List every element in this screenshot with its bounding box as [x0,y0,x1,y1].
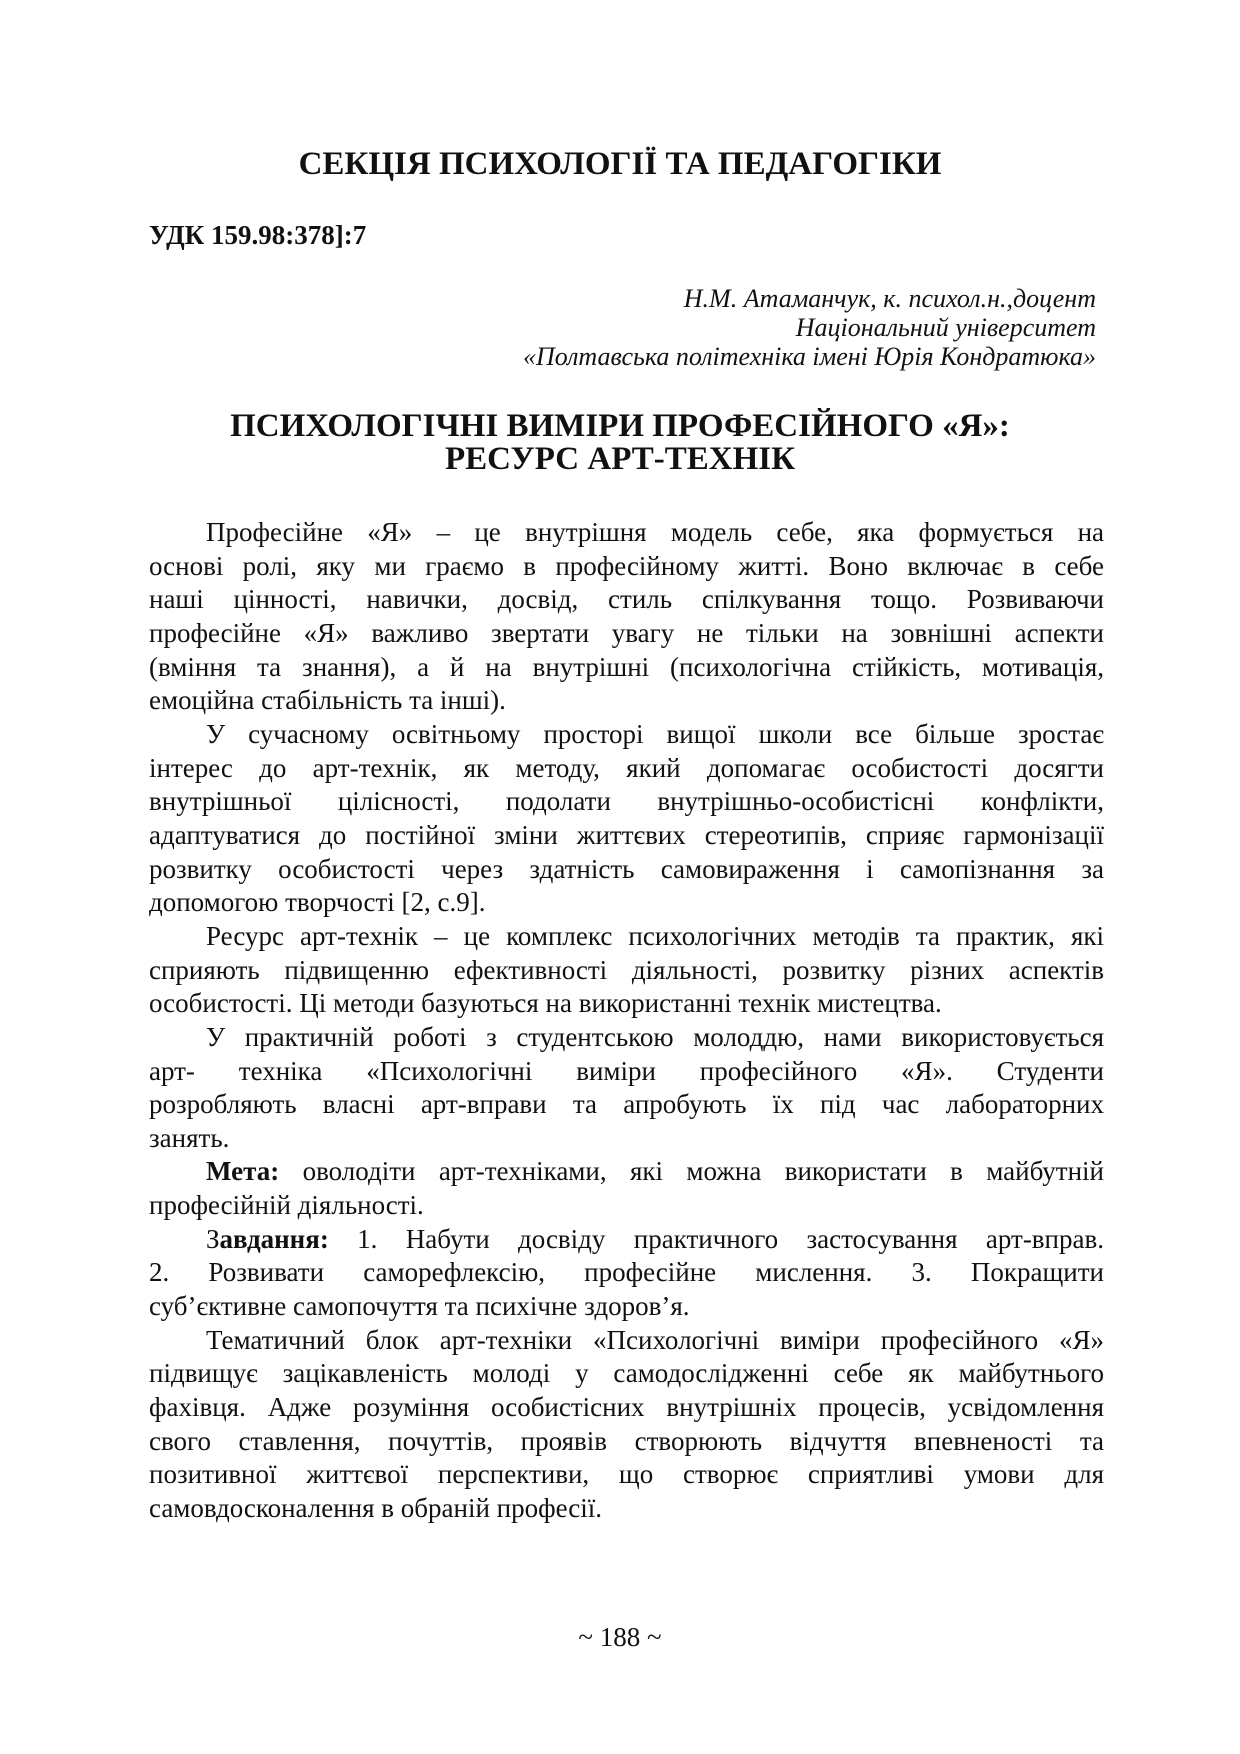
title-line: РЕСУРС АРТ-ТЕХНІК [444,441,796,477]
author-affiliation: «Полтавська політехніка імені Юрія Кондратюка» [522,342,1096,371]
body-line: наші цінності, навички, досвід, стиль спілкування тощо. Розвиваючи [149,584,1104,615]
udk-code: УДК 159.98:378]:7 [149,220,367,250]
body-line: розвитку особистості через здатність самовираження і самопізнання за [149,853,1104,884]
body-line: основі ролі, яку ми граємо в професійному житті. Воно включає в себе [149,550,1104,581]
body-line: свого ставлення, почуттів, проявів створюють відчуття впевненості та [149,1425,1104,1456]
body-line: сприяють підвищенню ефективності діяльності, розвитку різних аспектів [149,954,1104,985]
body-line: У практичній роботі з студентською молоддю, нами використовується [206,1021,1104,1052]
title-line: ПСИХОЛОГІЧНІ ВИМІРИ ПРОФЕСІЙНОГО «Я»: [230,408,1010,444]
body-line: самовдосконалення в обраній професії. [149,1493,603,1524]
body-line: Ресурс арт-технік – це комплекс психологічних методів та практик, які [206,920,1104,951]
body-line [149,1155,1104,1189]
body-line: позитивної життєвої перспективи, що створює сприятливі умови для [149,1459,1104,1490]
body-line: арт- техніка «Психологічні виміри професійного «Я». Студенти [149,1055,1104,1086]
page-number: ~ 188 ~ [578,1622,662,1652]
author-affiliation: Національний університет [795,313,1096,342]
body-text: оволодіти арт-техніками, які можна використати в майбутній [279,1156,1104,1187]
body-line: 2. Розвивати саморефлексію, професійне мислення. 3. Покращити [149,1257,1104,1288]
body-line: фахівця. Адже розуміння особистісних внутрішніх процесів, усвідомлення [149,1392,1104,1423]
author-block [523,284,1096,371]
body-line: суб’єктивне самопочуття та психічне здоров’я. [149,1291,690,1322]
article-title [0,410,1240,476]
body-line: емоційна стабільність та інші). [149,685,506,716]
body-line: внутрішньої цілісності, подолати внутрішньо-особистісні конфлікти, [149,786,1104,817]
tasks-label-prefix: З [206,1223,220,1254]
body-line: інтерес до арт-технік, як методу, який допомагає особистості досягти [149,752,1104,783]
body-line: професійній діяльності. [149,1190,424,1221]
body-line: професійне «Я» важливо звертати увагу не тільки на зовнішні аспекти [149,617,1104,648]
body-line: особистості. Ці методи базуються на використанні технік мистецтва. [149,988,942,1019]
body-line: (вміння та знання), а й на внутрішні (психологічна стійкість, мотивація, [149,651,1104,682]
article-body [149,516,1104,1526]
body-line: підвищує зацікавленість молоді у самодослідженні себе як майбутнього [149,1358,1104,1389]
body-line: адаптуватися до постійної зміни життєвих стереотипів, сприяє гармонізації [149,819,1104,850]
body-line: Тематичний блок арт-техніки «Психологічні виміри професійного «Я» [206,1324,1104,1355]
body-text: 1. Набути досвіду практичного застосування арт-вправ. [328,1223,1104,1254]
goal-label: Мета: [206,1156,280,1187]
body-line: розробляють власні арт-вправи та апробують їх під час лабораторних [149,1089,1104,1120]
author-name: Н.М. Атаманчук, к. психол.н.,доцент [683,284,1096,313]
body-line: Професійне «Я» – це внутрішня модель себе, яка формується на [206,517,1104,547]
tasks-label: авдання: [219,1223,329,1254]
section-heading: СЕКЦІЯ ПСИХОЛОГІЇ ТА ПЕДАГОГІКИ [298,146,942,182]
body-line [149,1223,1104,1257]
body-line: допомогою творчості [2, с.9]. [149,887,486,918]
body-line: У сучасному освітньому просторі вищої школи все більше зростає [206,718,1104,749]
body-line: занять. [149,1122,230,1153]
